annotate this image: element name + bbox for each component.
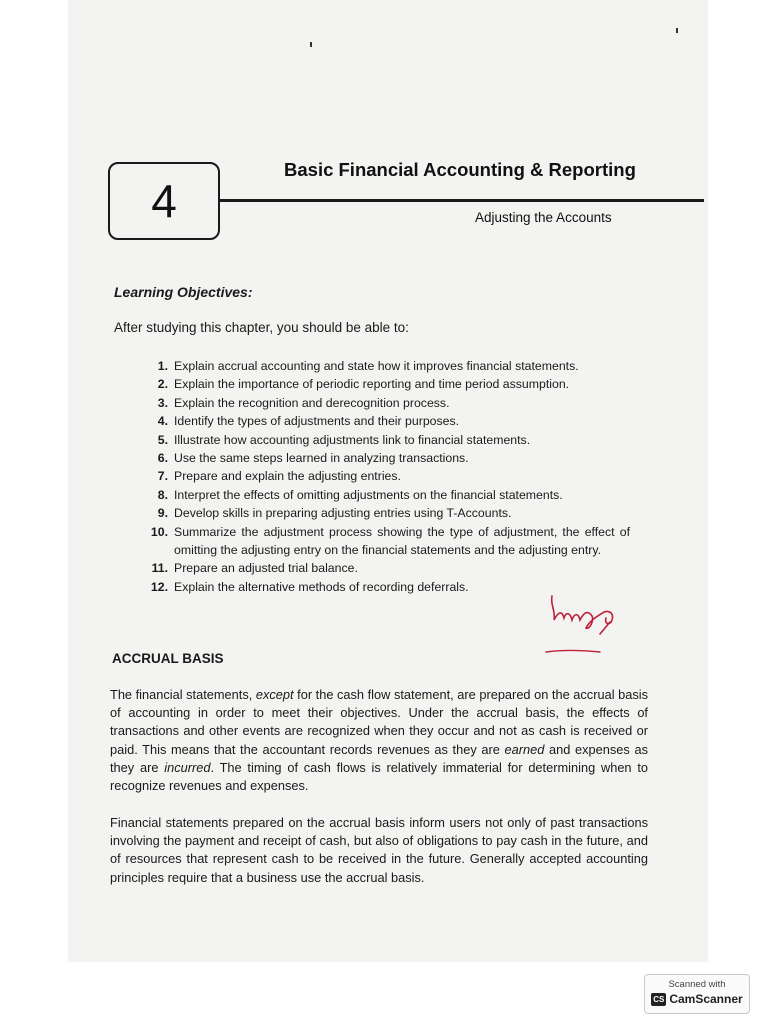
emphasis-incurred: incurred: [164, 759, 211, 775]
list-item: [130, 486, 630, 504]
item-text: Explain the importance of periodic reporting and time period assumption.: [174, 377, 570, 392]
chapter-subtitle: Adjusting the Accounts: [475, 210, 612, 225]
text-run: The financial statements,: [110, 687, 256, 702]
paragraph-accrual-2: Financial statements prepared on the accrual basis inform users not only of past transactions involving the payment and receipt of cash, but also of obligations to pay cash in the future, and of resources that represent cash to be received in the future. Generally accepted accounting principles require that a business use the accrual basis.: [110, 815, 648, 885]
objectives-list: [130, 357, 630, 596]
item-text: Explain the alternative methods of recording deferrals.: [174, 579, 469, 594]
item-number: 8.: [157, 487, 168, 502]
list-item: [130, 394, 630, 412]
text-run: for the cash flow statement, are prepared on the accrual basis of accounting in order to meet their objectives. Under the accrual basis, the effects of transactions and other events are recognized when they occur and not as cash is received or paid. This means that the accountant records revenues as they are: [110, 687, 648, 757]
item-text: Prepare an adjusted trial balance.: [174, 561, 358, 576]
item-number: 1.: [157, 359, 168, 373]
item-number: 4.: [157, 414, 168, 429]
emphasis-earned: earned: [504, 741, 545, 757]
list-item: [130, 467, 630, 485]
item-text: Use the same steps learned in analyzing transactions.: [174, 451, 469, 466]
signature-stroke: [552, 596, 613, 634]
camscanner-badge: [644, 974, 750, 1014]
list-item: [130, 431, 630, 449]
camscanner-name: CamScanner: [669, 992, 743, 1006]
list-item: [130, 504, 630, 522]
item-number: 9.: [157, 506, 168, 521]
scan-speck: [310, 42, 312, 47]
camscanner-logo-icon: CS: [653, 994, 665, 1004]
item-number: 6.: [157, 451, 168, 466]
list-item: [130, 523, 630, 560]
camscanner-brand: [645, 992, 749, 1006]
learning-objectives-intro: After studying this chapter, you should be able to:: [114, 320, 409, 335]
chapter-number: 4: [151, 175, 177, 227]
paragraph-accrual-1: [110, 686, 648, 795]
scanned-with-label: Scanned with: [668, 979, 726, 990]
item-number: 3.: [157, 395, 168, 410]
item-text: Summarize the adjustment process showing the type of adjustment, the effect of omitting the adjusting entry on the financial statements and the adjusting entry.: [174, 524, 630, 558]
item-number: 11.: [151, 561, 168, 576]
item-number: 7.: [157, 469, 168, 484]
item-text: Prepare and explain the adjusting entries.: [174, 469, 401, 484]
item-text: Explain accrual accounting and state how it improves financial statements.: [174, 359, 579, 373]
item-number: 5.: [157, 432, 168, 447]
text-run: . The timing of cash flows is relatively immaterial for determining when to recognize revenues and expenses.: [110, 759, 648, 794]
handwritten-signature: [540, 590, 630, 660]
item-number: 10.: [150, 524, 168, 539]
scan-speck: [676, 28, 678, 33]
item-text: Explain the recognition and derecognition process.: [174, 395, 450, 410]
item-text: Illustrate how accounting adjustments link to financial statements.: [174, 432, 531, 447]
learning-objectives-heading: Learning Objectives:: [114, 284, 253, 300]
list-item: [130, 559, 630, 577]
item-number: 2.: [157, 377, 168, 392]
signature-underline: [546, 651, 600, 653]
item-number: 12.: [150, 579, 168, 594]
emphasis-except: except: [255, 687, 294, 702]
item-text: Identify the types of adjustments and their purposes.: [174, 414, 460, 429]
chapter-title: Basic Financial Accounting & Reporting: [284, 159, 636, 180]
list-item: [130, 375, 630, 393]
chapter-number-box: [108, 162, 220, 240]
list-item: [130, 357, 630, 375]
list-item: [130, 449, 630, 467]
header-rule: [220, 199, 704, 202]
item-text: Develop skills in preparing adjusting entries using T-Accounts.: [174, 506, 512, 521]
section-heading-accrual-basis: ACCRUAL BASIS: [112, 651, 224, 666]
item-text: Interpret the effects of omitting adjustments on the financial statements.: [174, 487, 563, 502]
list-item: [130, 412, 630, 430]
text-run: and expenses as they are: [110, 741, 648, 775]
